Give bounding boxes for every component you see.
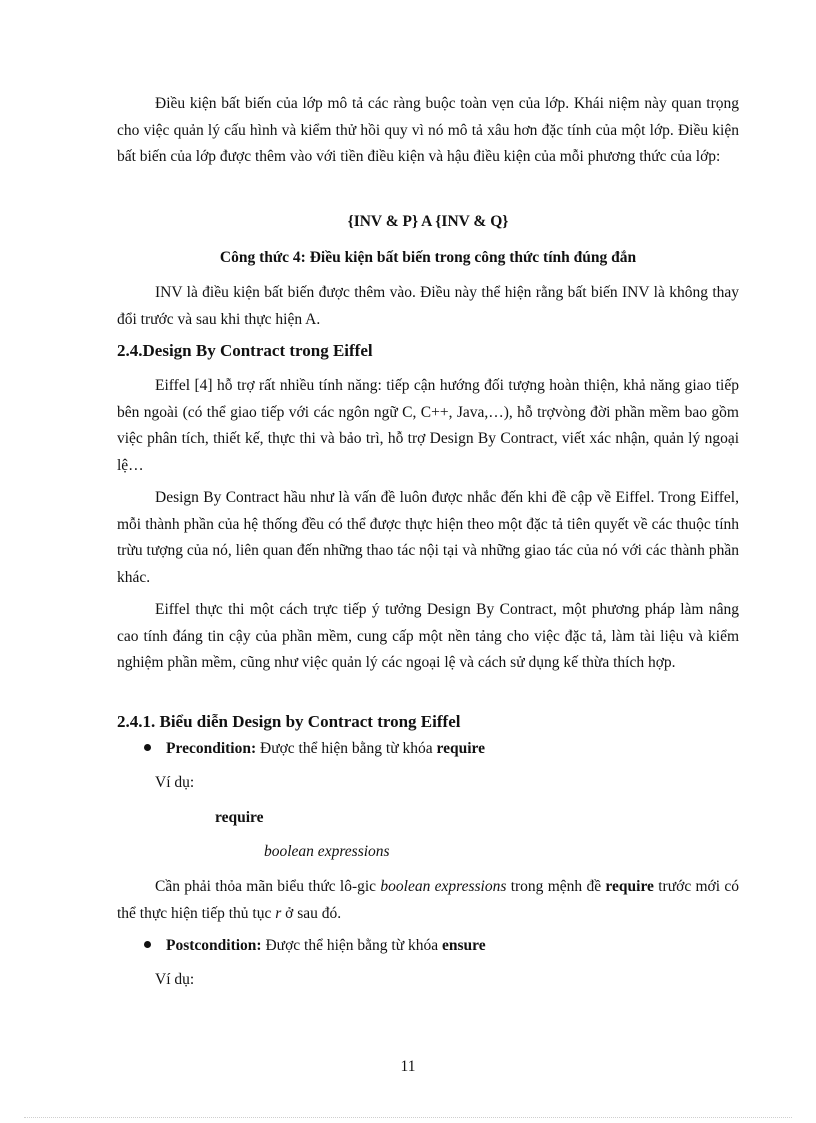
postcondition-text: Được thể hiện bằng từ khóa: [261, 937, 442, 954]
para6-text-c: trong mệnh đề: [506, 878, 606, 895]
formula: {INV & P} A {INV & Q}: [347, 213, 509, 230]
heading-section-2-4-1: 2.4.1. Biểu diễn Design by Contract trong Eiffel: [117, 712, 461, 731]
paragraph-eiffel-implements: Eiffel thực thi một cách trực tiếp ý tưởng Design By Contract, một phương pháp làm nâng cao tính đáng tin cậy của phần mềm, cung cấp một nền tảng cho việc đặc tả, làm tài liệu và kiểm nghiệm phần mềm, cũng như việc quản lý các ngoại lệ và cách sử dụng kế thừa thích hợp.: [117, 601, 739, 671]
formula-caption: Công thức 4: Điều kiện bất biến trong công thức tính đúng đắn: [219, 249, 637, 266]
code-require: require: [215, 809, 264, 826]
paragraph-class-invariant: Điều kiện bất biến của lớp mô tả các ràng buộc toàn vẹn của lớp. Khái niệm này quan trọng cho việc quản lý cấu hình và kiểm thử hồi quy vì nó mô tả xâu hơn đặc tính của một lớp. Điều kiện bất biến của lớp được thêm vào với tiền điều kiện và hậu điều kiện của mỗi phương thức của lớp:: [117, 95, 739, 165]
paragraph-inv: INV là điều kiện bất biến được thêm vào. Điều này thể hiện rằng bất biến INV là không thay đổi trước và sau khi thực hiện A.: [117, 284, 739, 328]
precondition-label: Precondition:: [166, 740, 257, 757]
paragraph-eiffel-features: Eiffel [4] hỗ trợ rất nhiều tính năng: tiếp cận hướng đối tượng hoàn thiện, khả năng giao tiếp bên ngoài (có thể giao tiếp với các ngôn ngữ C, C++, Java,…), hỗ trợvòng đời phần mềm bao gồm việc phân tích, thiết kế, thực thi và bảo trì, hỗ trợ Design By Contract, viết xác nhận, quản lý ngoại lệ…: [117, 377, 739, 474]
code-boolean-expressions: boolean expressions: [264, 843, 390, 860]
para6-text-a: Cần phải thỏa mãn biểu thức lô-gic: [155, 878, 381, 895]
page-number: 11: [400, 1058, 416, 1075]
paragraph-dbc-eiffel: Design By Contract hầu như là vấn đề luôn được nhắc đến khi đề cập về Eiffel. Trong Eiffel, mỗi thành phần của hệ thống đều có thể được thực hiện theo một đặc tả tiên quyết về các thuộc tính trừu tượng của nó, liên quan đến những thao tác nội tại và những giao tác của nó với các thành phần khác.: [117, 489, 739, 586]
bullet-dot-icon: [144, 744, 151, 751]
bullet-postcondition: [144, 937, 486, 955]
para6-italic-r: r: [275, 904, 282, 922]
para6-keyword: require: [605, 878, 654, 895]
keyword-ensure: ensure: [441, 937, 486, 954]
heading-section-2-4: 2.4.Design By Contract trong Eiffel: [117, 341, 373, 360]
bullet-dot-icon: [144, 941, 151, 948]
para6-text-e: trước mới có thể thực hiện tiếp thủ tục: [117, 878, 740, 922]
footer-divider: [24, 1117, 792, 1118]
bullet-precondition: [144, 740, 485, 758]
precondition-text: Được thể hiện bằng từ khóa: [256, 740, 437, 757]
example-label-2: Ví dụ:: [155, 971, 195, 988]
example-label: Ví dụ:: [155, 774, 195, 791]
para6-italic-expr: boolean expressions: [380, 878, 507, 895]
paragraph-require-explanation: [117, 874, 739, 927]
para6-text-g: ở sau đó.: [281, 904, 342, 922]
postcondition-label: Postcondition:: [166, 937, 262, 954]
keyword-require: require: [436, 740, 486, 757]
